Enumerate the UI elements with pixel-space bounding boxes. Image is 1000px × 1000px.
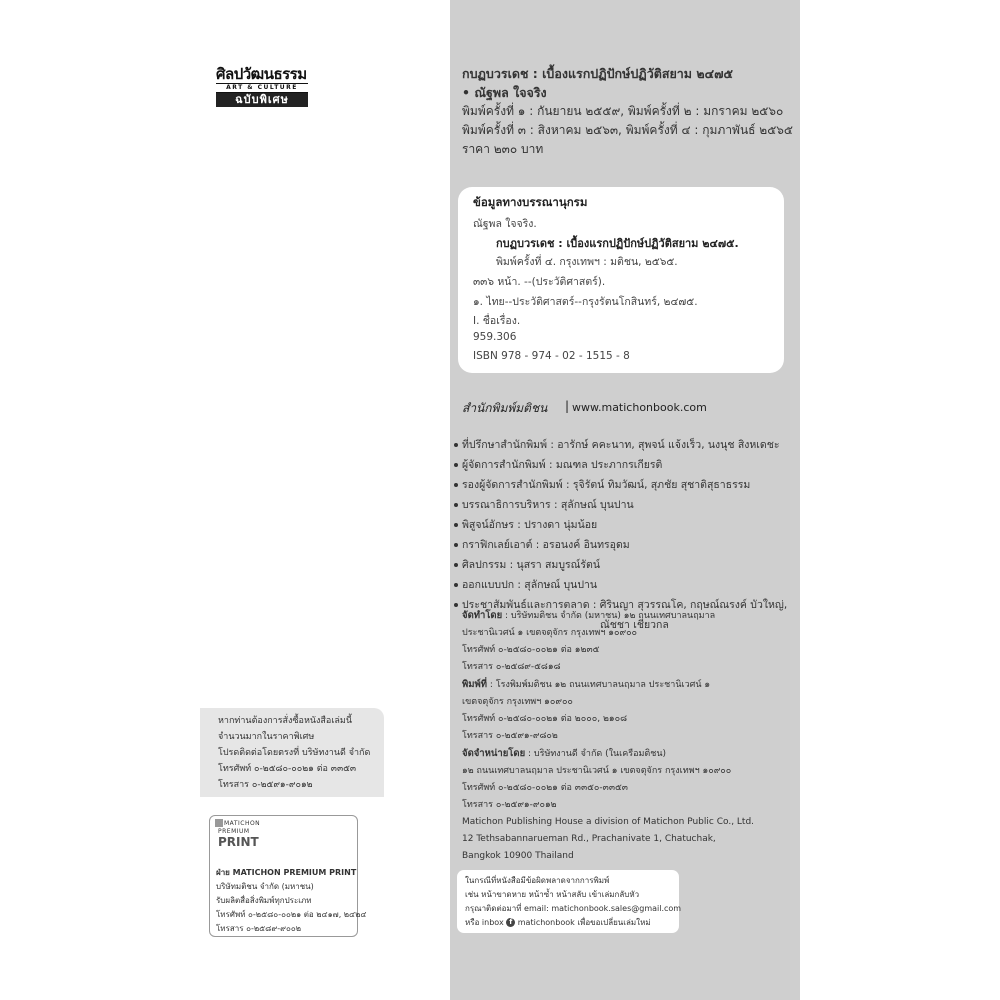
magazine-logo <box>216 66 312 116</box>
book-title: กบฏบวรเดช : เบื้องแรกปฏิปักษ์ปฏิวัติสยาม ๒๔๗๕ <box>462 66 733 81</box>
book-author: • ณัฐพล ใจจริง <box>462 85 547 100</box>
producer-address: ประชานิเวศน์ ๑ เขตจตุจักร กรุงเทพฯ ๑๐๙๐๐ <box>462 628 638 638</box>
printer-fax: โทรสาร ๐-๒๕๙๑-๙๘๐๒ <box>462 731 558 741</box>
english-line-2: 12 Tethsabannarueman Rd., Prachanivate 1, Chatuchak, <box>462 834 716 844</box>
staff-item <box>454 535 794 555</box>
notice-line-2: เช่น หน้าขาดหาย หน้าซ้ำ หน้าสลับ เข้าเล่มกลับหัว <box>465 890 640 899</box>
catalog-pages: ๓๓๖ หน้า. --(ประวัติศาสตร์). <box>473 276 606 288</box>
premium-print-logo-icon <box>215 819 223 827</box>
staff-item <box>454 575 794 595</box>
producer-fax: โทรสาร ๐-๒๕๘๙-๕๘๑๘ <box>462 662 561 672</box>
facebook-icon: f <box>506 918 515 927</box>
print-line-5: โทรสาร ๐-๒๕๘๙-๙๐๐๒ <box>216 924 301 933</box>
staff-text: ออกแบบปก : สุลักษณ์ บุนปาน <box>462 579 598 591</box>
distributor-fax: โทรสาร ๐-๒๕๙๑-๙๐๑๒ <box>462 800 557 810</box>
staff-item <box>454 475 794 495</box>
print-history-2: พิมพ์ครั้งที่ ๓ : สิงหาคม ๒๕๖๓, พิมพ์ครั้งที่ ๔ : กุมภาพันธ์ ๒๕๖๕ <box>462 123 793 137</box>
distributor-label: จัดจำหน่ายโดย <box>462 748 526 759</box>
producer-label: จัดทำโดย <box>462 610 503 621</box>
staff-text: พิสูจน์อักษร : ปรางดา นุ่มน้อย <box>462 519 598 531</box>
bullet-icon <box>454 543 458 547</box>
catalog-title-entry: I. ชื่อเรื่อง. <box>473 315 521 327</box>
contact-block <box>462 607 797 865</box>
staff-item <box>454 515 794 535</box>
staff-item <box>454 455 794 475</box>
publisher-separator: | <box>565 399 570 413</box>
distributor-text: : บริษัทงานดี จำกัด (ในเครือมติชน) <box>525 749 667 759</box>
staff-item <box>454 555 794 575</box>
book-info <box>462 64 797 159</box>
publisher-url[interactable]: www.matichonbook.com <box>572 401 707 414</box>
producer-line <box>462 607 797 625</box>
staff-list <box>454 435 794 635</box>
printer-address: เขตจตุจักร กรุงเทพฯ ๑๐๙๐๐ <box>462 697 573 707</box>
catalog-author: ณัฐพล ใจจริง. <box>473 218 537 230</box>
logo-line-2: ART & CULTURE <box>216 83 308 93</box>
bullet-icon <box>454 483 458 487</box>
bullet-icon <box>454 443 458 447</box>
catalog-classification: 959.306 <box>473 331 517 343</box>
premium-logo-2: PREMIUM <box>218 828 250 835</box>
staff-text: ที่ปรึกษาสำนักพิมพ์ : อารักษ์ คคะนาท, สุพจน์ แจ้งเร็ว, นงนุช สิงหเดชะ <box>462 439 780 451</box>
producer-phone: โทรศัพท์ ๐-๒๕๘๐-๐๐๒๑ ต่อ ๑๒๓๕ <box>462 645 600 655</box>
book-price: ราคา ๒๓๐ บาท <box>462 142 544 156</box>
print-line-1: ฝ่าย MATICHON PREMIUM PRINT <box>216 868 357 877</box>
catalog-edition: พิมพ์ครั้งที่ ๔. กรุงเทพฯ : มติชน, ๒๕๖๕. <box>496 256 678 268</box>
bullet-icon <box>454 503 458 507</box>
english-line-1: Matichon Publishing House a division of Matichon Public Co., Ltd. <box>462 817 755 827</box>
printer-phone: โทรศัพท์ ๐-๒๕๘๐-๐๐๒๑ ต่อ ๒๐๐๐, ๒๑๐๘ <box>462 714 628 724</box>
order-line-4: โทรศัพท์ ๐-๒๕๘๐-๐๐๒๑ ต่อ ๓๓๕๓ <box>218 764 357 774</box>
english-line-3: Bangkok 10900 Thailand <box>462 851 574 861</box>
catalog-isbn: ISBN 978 - 974 - 02 - 1515 - 8 <box>473 350 630 362</box>
distributor-phone: โทรศัพท์ ๐-๒๕๘๐-๐๐๒๑ ต่อ ๓๓๕๐-๓๓๕๓ <box>462 783 628 793</box>
error-notice-box <box>457 870 682 933</box>
premium-logo-1: MATICHON <box>224 820 261 827</box>
staff-item <box>454 495 794 515</box>
order-line-5: โทรสาร ๐-๒๕๙๑-๙๐๑๒ <box>218 780 313 790</box>
print-history-1: พิมพ์ครั้งที่ ๑ : กันยายน ๒๕๕๙, พิมพ์ครั้งที่ ๒ : มกราคม ๒๕๖๐ <box>462 104 784 118</box>
bullet-icon <box>454 563 458 567</box>
print-line-3: รับผลิตสื่อสิ่งพิมพ์ทุกประเภท <box>216 896 312 905</box>
logo-line-1: ศิลปวัฒนธรรม <box>216 65 307 83</box>
staff-text: กราฟิกเลย์เอาต์ : อรอนงค์ อินทรอุดม <box>462 539 630 551</box>
publisher-brand: สำนักพิมพ์มติชน <box>462 401 548 415</box>
premium-logo-3: PRINT <box>218 835 259 849</box>
bullet-icon <box>454 603 458 607</box>
staff-text: ประชาสัมพันธ์และการตลาด : ศิรินญา สุวรรณโค, กฤษณ์ณรงค์ บัวใหญ่, <box>462 599 788 611</box>
catalog-title: กบฏบวรเดช : เบื้องแรกปฏิปักษ์ปฏิวัติสยาม ๒๔๗๕. <box>496 237 739 250</box>
notice-line-4 <box>465 916 651 929</box>
notice-inbox-post: เพื่อขอเปลี่ยนเล่มใหม่ <box>577 918 651 927</box>
logo-line-3: ฉบับพิเศษ <box>216 93 308 107</box>
order-line-2: จำนวนมากในราคาพิเศษ <box>218 732 315 742</box>
print-line-2: บริษัทมติชน จำกัด (มหาชน) <box>216 882 314 891</box>
staff-text: รองผู้จัดการสำนักพิมพ์ : รุจิรัตน์ ทิมวัฒน์, สุภชัย สุชาติสุธาธรรม <box>462 479 751 491</box>
bullet-icon <box>454 523 458 527</box>
printer-line <box>462 676 797 694</box>
bulk-order-box <box>200 708 384 797</box>
staff-text: ศิลปกรรม : นุสรา สมบูรณ์รัตน์ <box>462 559 601 571</box>
printer-label: พิมพ์ที่ <box>462 679 488 690</box>
order-line-3: โปรดติดต่อโดยตรงที่ บริษัทงานดี จำกัด <box>218 748 371 758</box>
printer-text: : โรงพิมพ์มติชน ๑๒ ถนนเทศบาลนฤมาล ประชานิเวศน์ ๑ <box>487 680 711 690</box>
notice-inbox-text: หรือ inbox <box>465 918 504 927</box>
catalog-subject: ๑. ไทย--ประวัติศาสตร์--กรุงรัตนโกสินทร์, ๒๔๗๕. <box>473 296 698 308</box>
staff-item <box>454 435 794 455</box>
premium-print-box <box>209 815 367 937</box>
catalog-heading: ข้อมูลทางบรรณานุกรม <box>473 195 588 209</box>
notice-line-1: ในกรณีที่หนังสือมีข้อผิดพลาดจากการพิมพ์ <box>465 876 610 885</box>
staff-continuation: ณัชชา เชี่ยวกล <box>600 619 669 631</box>
staff-text: ผู้จัดการสำนักพิมพ์ : มณฑล ประภากรเกียรติ <box>462 459 663 471</box>
distributor-address: ๑๒ ถนนเทศบาลนฤมาล ประชานิเวศน์ ๑ เขตจตุจักร กรุงเทพฯ ๑๐๙๐๐ <box>462 766 732 776</box>
catalog-card <box>458 187 784 373</box>
print-line-4: โทรศัพท์ ๐-๒๕๘๐-๐๐๒๑ ต่อ ๒๔๑๗, ๒๔๒๔ <box>216 910 367 919</box>
distributor-line <box>462 745 797 763</box>
staff-text: บรรณาธิการบริหาร : สุลักษณ์ บุนปาน <box>462 499 634 511</box>
notice-line-3: กรุณาติดต่อมาที่ email: matichonbook.sales@gmail.com <box>465 904 682 913</box>
order-line-1: หากท่านต้องการสั่งซื้อหนังสือเล่มนี้ <box>218 716 353 726</box>
bullet-icon <box>454 583 458 587</box>
notice-page-name: matichonbook <box>517 918 575 927</box>
bullet-icon <box>454 463 458 467</box>
producer-text: : บริษัทมติชน จำกัด (มหาชน) ๑๒ ถนนเทศบาลนฤมาล <box>502 611 716 621</box>
